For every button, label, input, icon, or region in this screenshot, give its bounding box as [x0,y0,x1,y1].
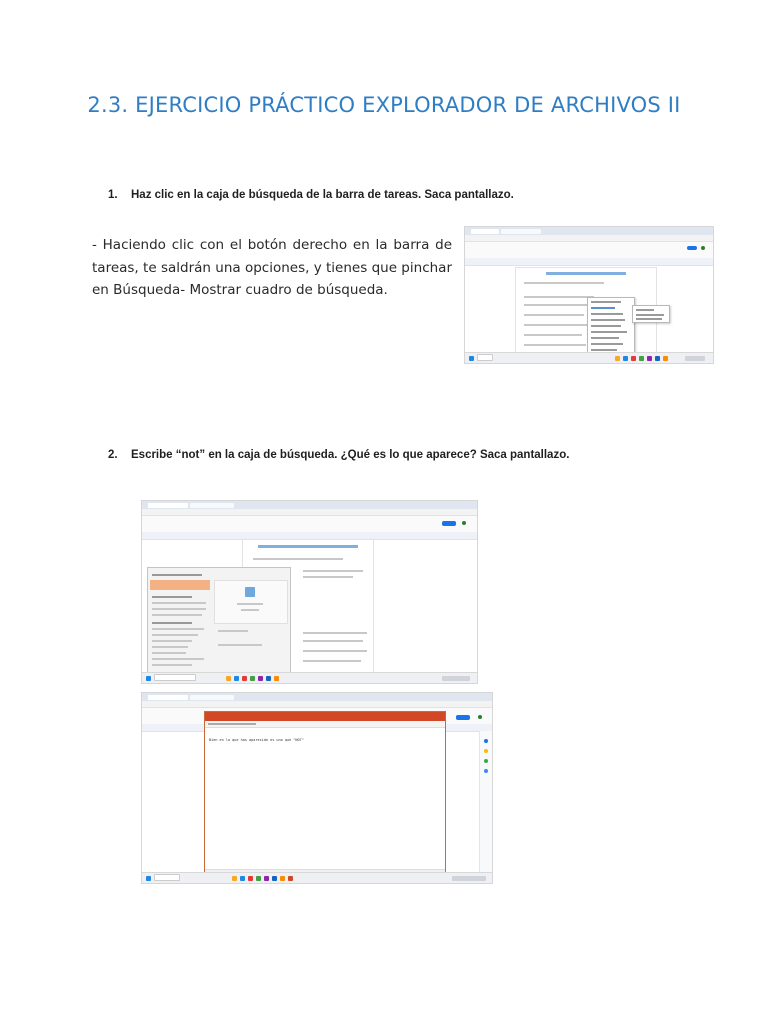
share-button-icon [687,246,697,250]
doc-text-line [524,334,582,336]
doc-toolbar [465,258,713,266]
screenshot-taskbar-context-menu [464,226,714,364]
notepad-icon [245,587,255,597]
docs-side-panel [479,731,492,873]
notepad-title-bar [205,712,445,721]
doc-heading-line [258,545,358,548]
question-2-text: Escribe “not” en la caja de búsqueda. ¿Qué es lo que aparece? Saca pantallazo. [131,449,570,461]
question-1-number: 1. [108,189,118,201]
doc-menu-bar [465,242,713,259]
doc-text-line [524,324,588,326]
best-match-highlight [150,580,210,590]
doc-text-line [524,296,594,298]
notepad-window [204,711,446,877]
question-2 [108,449,569,461]
share-button-icon [456,715,470,720]
windows-search-panel [147,567,291,675]
browser-url-bar [465,235,713,242]
notepad-preview-card [214,580,288,624]
browser-tab [190,503,234,508]
notepad-text: Bien en lo que has aparecido es uno que "NOT" [209,738,304,742]
doc-heading-line [546,272,626,275]
browser-tab [471,229,499,234]
doc-text-line [524,314,584,316]
avatar-icon [462,521,466,525]
avatar-icon [478,715,482,719]
screenshot-notepad [141,692,493,884]
windows-taskbar [465,352,713,363]
page-title: 2.3. EJERCICIO PRÁCTICO EXPLORADOR DE ARCHIVOS II [87,93,681,117]
browser-url-bar [142,509,477,516]
browser-tab [190,695,234,700]
avatar-icon [701,246,705,250]
windows-taskbar [142,872,492,883]
taskbar-context-menu [587,297,635,355]
doc-text-line [524,282,604,284]
browser-url-bar [142,701,492,708]
question-1 [108,189,514,201]
browser-tab [148,503,188,508]
question-1-text: Haz clic en la caja de búsqueda de la barra de tareas. Saca pantallazo. [131,189,514,201]
doc-menu-bar [142,516,477,533]
question-2-number: 2. [108,449,118,461]
screenshot-search-not [141,500,478,684]
windows-taskbar [142,672,477,683]
browser-tab [501,229,541,234]
share-button-icon [442,521,456,526]
answer-1-text: - Haciendo clic con el botón derecho en la barra de tareas, te saldrán una opciones, y tienes que pinchar en Búsqueda- Mostrar cuadro de búsqueda. [92,237,452,298]
search-submenu [632,305,670,323]
browser-tab [148,695,188,700]
notepad-menu-bar [205,721,445,728]
doc-text-line [524,344,586,346]
